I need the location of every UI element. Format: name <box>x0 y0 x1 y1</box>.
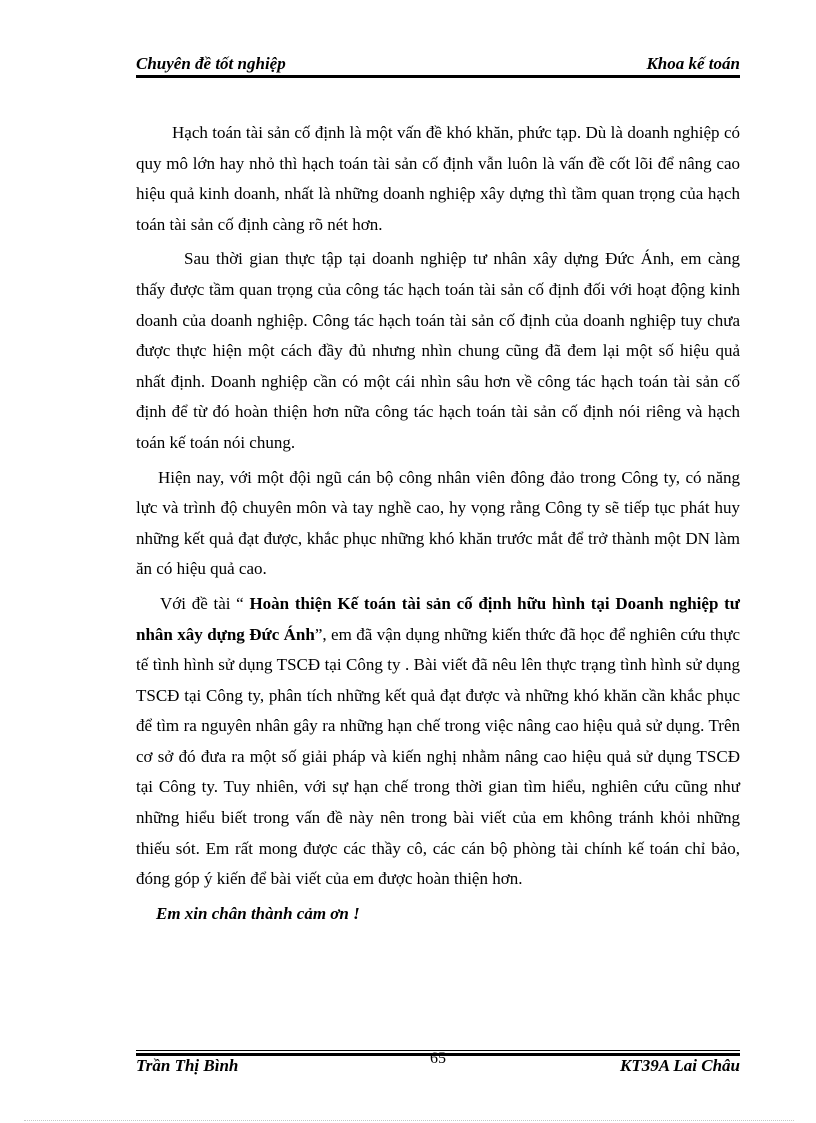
paragraph-3: Hiện nay, với một đội ngũ cán bộ công nhân viên đông đảo trong Công ty, có năng lực và trình độ chuyên môn và tay nghề cao, hy vọng rằng Công ty sẽ tiếp tục phát huy những kết quả đạt được, khắc phục những khó khăn trước mắt để trở thành một DN làm ăn có hiệu quả cao. <box>136 467 740 579</box>
page-bottom-divider <box>24 1120 794 1121</box>
closing-line: Em xin chân thành cảm ơn ! <box>156 903 360 923</box>
page-header <box>136 46 740 74</box>
paragraph-4-intro: Với đề tài “ <box>160 593 250 613</box>
paragraph-4-body: ”, em đã vận dụng những kiến thức đã học để nghiên cứu thực tế tình hình sử dụng TSCĐ tại Công ty . Bài viết đã nêu lên thực trạng tình hình sử dụng TSCĐ tại Công ty, phân tích những kết quả đạt được và những khó khăn cần khắc phục để tìm ra nguyên nhân gây ra những hạn chế trong việc nâng cao hiệu quả sử dụng. Trên cơ sở đó đưa ra một số giải pháp và kiến nghị nhằm nâng cao hiệu quả sử dụng TSCĐ tại Công ty. Tuy nhiên, với sự hạn chế trong thời gian tìm hiểu, nghiên cứu cũng như những hiểu biết trong vấn đề này nên trong bài viết của em không tránh khỏi những thiếu sót. Em rất mong được các thầy cô, các cán bộ phòng tài chính kế toán chỉ bảo, đóng góp ý kiến để bài viết của em được hoàn thiện hơn. <box>136 624 740 889</box>
paragraph-2: Sau thời gian thực tập tại doanh nghiệp tư nhân xây dựng Đức Ánh, em càng thấy được tầm quan trọng của công tác hạch toán tài sản cố định đối với hoạt động kinh doanh của doanh nghiệp. Công tác hạch toán tài sản cố định của doanh nghiệp tuy chưa được thực hiện một cách đầy đủ nhưng nhìn chung cũng đã đem lại một số hiệu quả nhất định. Doanh nghiệp cần có một cái nhìn sâu hơn về công tác hạch toán tài sản cố định để từ đó hoàn thiện hơn nữa công tác hạch toán tài sản cố định nói riêng và hạch toán kế toán nói chung. <box>136 249 740 452</box>
body-text <box>136 118 740 933</box>
thesis-topic: Hoàn thiện Kế toán tài sản cố định hữu hình tại Doanh nghiệp tư nhân xây dựng Đức Ánh <box>136 593 740 644</box>
paragraph-1: Hạch toán tài sản cố định là một vấn đề khó khăn, phức tạp. Dù là doanh nghiệp có quy mô lớn hay nhỏ thì hạch toán tài sản cố định vẫn luôn là vấn đề cốt lõi để nâng cao hiệu quả kinh doanh, nhất là những doanh nghiệp xây dựng thì tầm quan trọng của hạch toán tài sản cố định càng rõ nét hơn. <box>136 123 740 234</box>
footer-author: Trần Thị Bình <box>136 1056 239 1075</box>
paragraph-4 <box>136 589 740 895</box>
header-title: Chuyên đề tốt nghiệp <box>136 54 286 73</box>
footer-class: KT39A Lai Châu <box>620 1056 740 1075</box>
header-department: Khoa kế toán <box>646 54 740 73</box>
page-footer <box>136 1052 740 1076</box>
header-rule <box>136 75 740 78</box>
page-number: 65 <box>430 1050 446 1067</box>
